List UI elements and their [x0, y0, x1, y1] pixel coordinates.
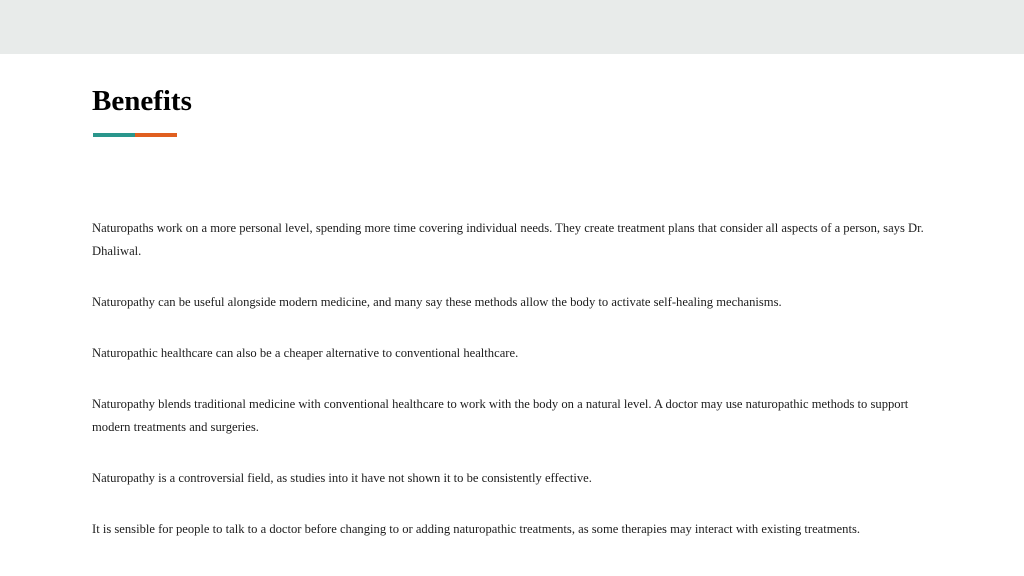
slide-title: Benefits	[92, 85, 192, 117]
benefit-paragraph-1: Naturopaths work on a more personal level, spending more time covering individual needs. They create treatment plans that consider all aspects of a person, says Dr. Dhaliwal.	[92, 221, 924, 258]
benefit-paragraph-3: Naturopathic healthcare can also be a cheaper alternative to conventional healthcare.	[92, 346, 519, 360]
title-accent-bar	[93, 133, 177, 137]
accent-bar-orange	[135, 133, 177, 137]
benefit-paragraph-5: Naturopathy is a controversial field, as studies into it have not shown it to be consistently effective.	[92, 471, 592, 485]
accent-bar-teal	[93, 133, 135, 137]
benefit-paragraph-6: It is sensible for people to talk to a doctor before changing to or adding naturopathic treatments, as some therapies may interact with existing treatments.	[92, 522, 860, 536]
benefit-paragraph-2: Naturopathy can be useful alongside modern medicine, and many say these methods allow the body to activate self-healing mechanisms.	[92, 295, 782, 309]
header-band	[0, 0, 1024, 54]
benefits-content	[92, 217, 937, 569]
benefit-paragraph-4: Naturopathy blends traditional medicine with conventional healthcare to work with the body on a natural level. A doctor may use naturopathic methods to support modern treatments and surgeries.	[92, 397, 909, 434]
